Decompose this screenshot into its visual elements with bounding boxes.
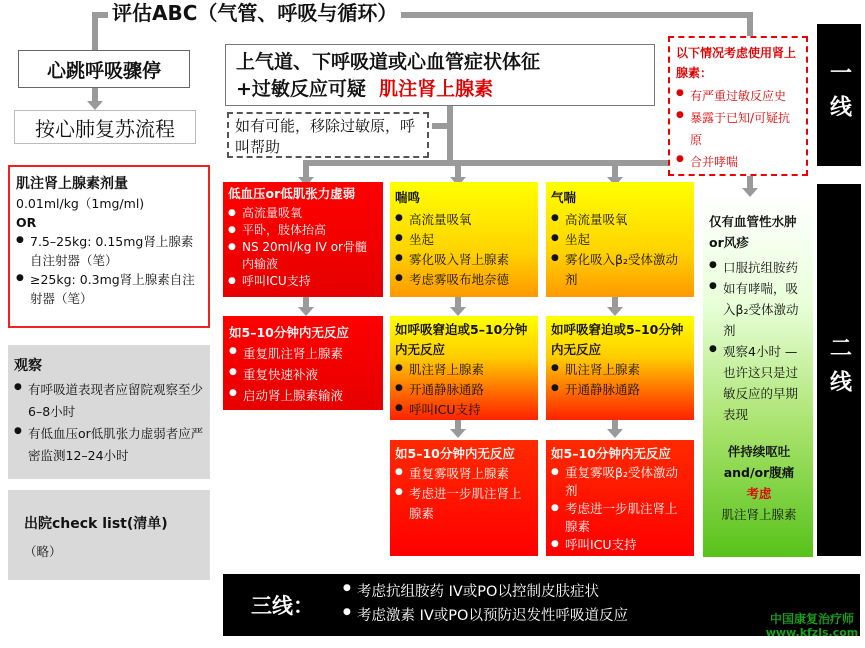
cardiac-arrest-box xyxy=(18,50,190,88)
wheeze-item: ● 坐起 xyxy=(551,230,689,250)
arrowhead xyxy=(450,307,466,316)
first-line-text: 一线 xyxy=(826,61,852,129)
observe-item: ● 有呼吸道表现者应留院观察至少6–8小时 xyxy=(14,379,204,423)
observe-item: ● 有低血压or低肌张力虚弱者应严密监测12–24小时 xyxy=(14,423,204,467)
hypotension-item: ● 呼叫ICU支持 xyxy=(228,273,378,290)
hypotension-followup-item: ● 重复快速补液 xyxy=(229,364,377,385)
remove-allergen-text: 如有可能，移除过敏原，呼叫帮助 xyxy=(235,117,416,156)
wheeze-followup2-heading: 如5–10分钟内无反应 xyxy=(551,446,671,461)
consider-heading: 以下情况考虑使用肾上腺素： xyxy=(676,46,797,80)
hypotension-followup-item: ● 重复肌注肾上腺素 xyxy=(229,343,377,364)
third-line-item: ● 考虑激素 IV或PO以预防迟发性呼吸道反应 xyxy=(343,604,628,628)
consider-item: ● 合并哮喘 xyxy=(676,151,800,173)
cardiac-arrest-label: 心跳呼吸骤停 xyxy=(46,59,161,82)
wheeze-item: ● 雾化吸入β₂受体激动剂 xyxy=(551,250,689,290)
watermark xyxy=(762,612,862,640)
stridor-followup2-box xyxy=(390,440,538,556)
cpr-label: 按心肺复苏流程 xyxy=(35,116,175,141)
angioedema-item: ● 口服抗组胺药 xyxy=(709,257,809,278)
hypotension-item: ● 高流量吸氧 xyxy=(228,205,378,222)
main-highlight: 肌注肾上腺素 xyxy=(379,78,494,100)
main-symptom-line2: +过敏反应可疑 xyxy=(236,78,366,100)
stridor-followup-heading: 如呼吸窘迫或5–10分钟内无反应 xyxy=(395,322,528,357)
wheeze-followup2-item: ● 呼叫ICU支持 xyxy=(551,536,689,554)
angioedema-note-text: 肌注肾上腺素 xyxy=(721,507,797,522)
arrowhead xyxy=(742,188,758,197)
stridor-item: ● 考虑雾吸布地奈德 xyxy=(395,270,533,290)
main-symptom-box xyxy=(225,44,655,106)
stridor-followup2-item: ● 重复雾吸肾上腺素 xyxy=(395,464,533,484)
stridor-item: ● 雾化吸入肾上腺素 xyxy=(395,250,533,270)
stridor-box xyxy=(390,182,538,297)
dose-item: ● ≥25kg: 0.3mg肾上腺素自注射器（笔） xyxy=(16,270,202,308)
arrowhead xyxy=(298,307,314,316)
stridor-followup2-heading: 如5–10分钟内无反应 xyxy=(395,446,515,461)
stridor-item: ● 坐起 xyxy=(395,230,533,250)
arrowhead xyxy=(87,101,103,110)
wheeze-followup2-item: ● 考虑进一步肌注肾上腺素 xyxy=(551,500,689,536)
angioedema-box xyxy=(703,197,813,557)
arrowhead xyxy=(607,307,623,316)
first-line-label xyxy=(817,24,861,166)
wheeze-heading: 气喘 xyxy=(551,190,577,205)
consider-item: ● 暴露于已知/可疑抗原 xyxy=(676,107,800,151)
hypotension-box xyxy=(223,182,383,297)
angioedema-note-heading: 伴持续呕吐and/or腹痛 xyxy=(723,444,795,480)
wheeze-followup-box xyxy=(546,316,694,420)
connector-left-down xyxy=(92,12,98,52)
hypotension-heading: 低血压or低肌张力虚弱 xyxy=(228,186,356,201)
angioedema-item: ● 如有哮喘，吸入β₂受体激动剂 xyxy=(709,278,809,341)
wheeze-followup-item: ● 开通静脉通路 xyxy=(551,380,689,400)
discharge-note: （略） xyxy=(24,544,62,559)
stridor-followup2-item: ● 考虑进一步肌注肾上腺素 xyxy=(395,484,533,524)
angioedema-note-consider: 考虑 xyxy=(746,486,772,501)
wheeze-followup-heading: 如呼吸窘迫或5–10分钟内无反应 xyxy=(551,322,684,357)
wheeze-followup-item: ● 肌注肾上腺素 xyxy=(551,360,689,380)
wheeze-box xyxy=(546,182,694,297)
dose-item: ● 7.5–25kg: 0.15mg肾上腺素自注射器（笔） xyxy=(16,232,202,270)
remove-allergen-box xyxy=(227,112,429,158)
discharge-heading: 出院check list(清单) xyxy=(24,516,168,532)
third-line-list xyxy=(343,580,628,628)
watermark-line2: www.kfzls.com xyxy=(765,626,859,639)
watermark-line1: 中国康复治疗师 xyxy=(769,612,854,626)
stridor-item: ● 高流量吸氧 xyxy=(395,210,533,230)
hypotension-item: ● NS 20ml/kg IV or骨髓内输液 xyxy=(228,239,378,273)
dose-line: 0.01ml/kg（1mg/ml) xyxy=(16,196,145,211)
third-line-item: ● 考虑抗组胺药 IV或PO以控制皮肤症状 xyxy=(343,580,628,604)
connector-main-down xyxy=(447,104,453,164)
hypotension-item: ● 平卧，肢体抬高 xyxy=(228,222,378,239)
wheeze-followup2-item: ● 重复雾吸β₂受体激动剂 xyxy=(551,464,689,500)
observe-box xyxy=(8,345,210,479)
dose-box xyxy=(8,165,210,328)
second-line-label xyxy=(817,184,861,556)
stridor-followup-item: ● 呼叫ICU支持 xyxy=(395,400,533,420)
angioedema-item: ● 观察4小时 —也许这只是过敏反应的早期表现 xyxy=(709,341,809,425)
consider-item: ● 有严重过敏反应史 xyxy=(676,85,800,107)
main-symptom-line1: 上气道、下呼吸道或心血管症状体征 xyxy=(236,51,541,73)
dose-heading: 肌注肾上腺素剂量 xyxy=(16,176,128,192)
wheeze-followup2-box xyxy=(546,440,694,556)
hypotension-followup-item: ● 启动肾上腺素输液 xyxy=(229,385,377,406)
wheeze-item: ● 高流量吸氧 xyxy=(551,210,689,230)
connector-main-to-remove xyxy=(432,123,450,129)
stridor-followup-box xyxy=(390,316,538,420)
page-title: 评估ABC（气管、呼吸与循环） xyxy=(108,0,401,26)
dose-or: OR xyxy=(16,215,37,230)
stridor-followup-item: ● 开通静脉通路 xyxy=(395,380,533,400)
arrowhead xyxy=(607,429,623,438)
discharge-box xyxy=(8,490,210,580)
arrowhead xyxy=(450,429,466,438)
hypotension-followup-heading: 如5–10分钟内无反应 xyxy=(229,325,349,340)
cpr-box xyxy=(14,110,196,144)
hypotension-followup-box xyxy=(223,316,383,410)
stridor-followup-item: ● 肌注肾上腺素 xyxy=(395,360,533,380)
observe-heading: 观察 xyxy=(14,358,42,374)
second-line-text: 二线 xyxy=(826,336,852,404)
third-line-label: 三线： xyxy=(251,594,314,618)
consider-epinephrine-box xyxy=(668,36,808,176)
stridor-heading: 喘鸣 xyxy=(395,190,421,205)
angioedema-heading: 仅有血管性水肿or风疹 xyxy=(709,214,797,250)
